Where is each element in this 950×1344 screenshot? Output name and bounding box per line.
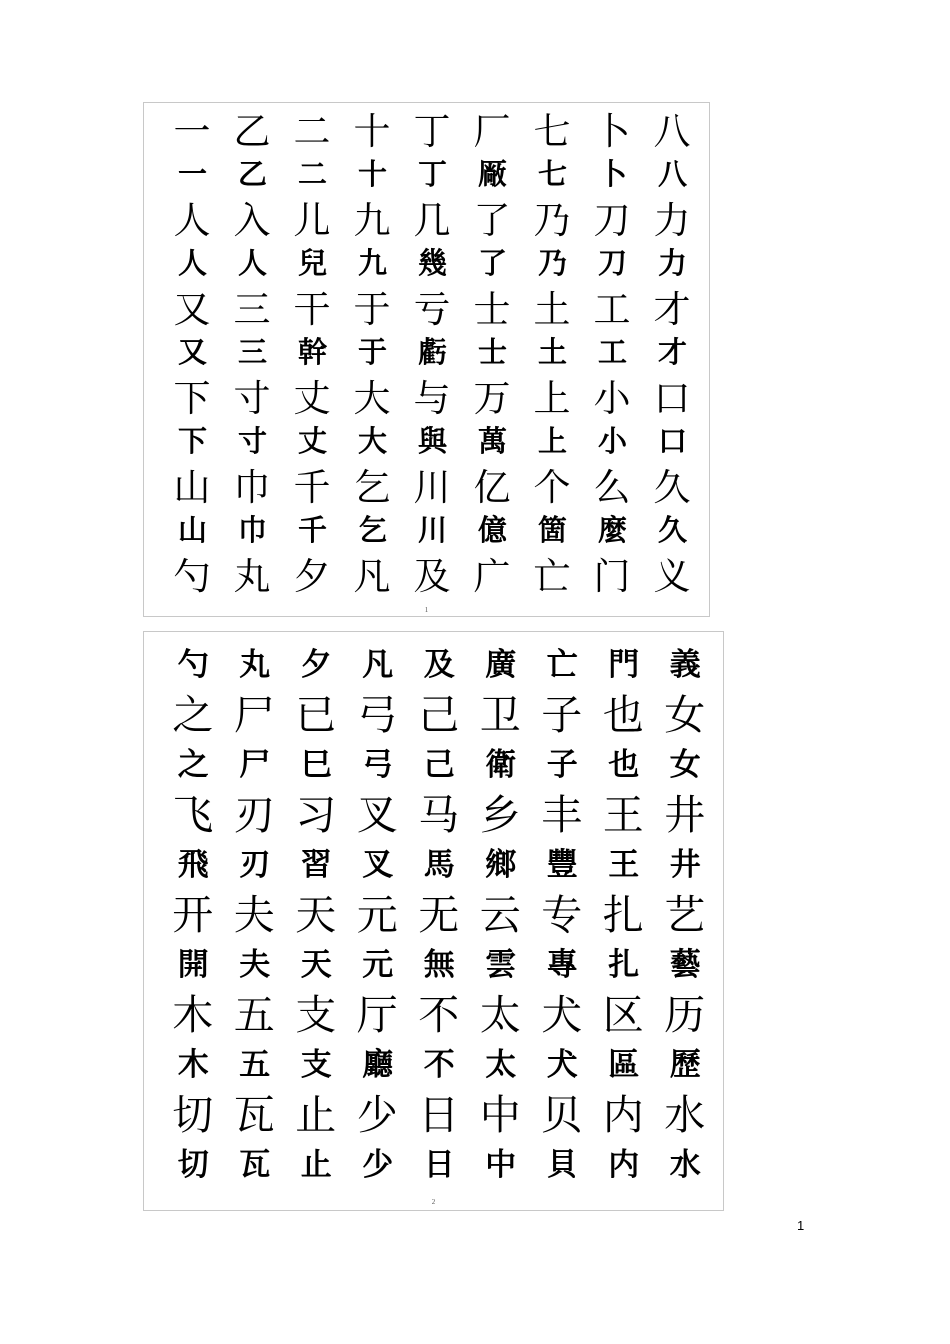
seal-character: 己 [423,746,454,783]
seal-character: 之 [177,746,208,783]
modern-character: 久 [653,466,691,509]
modern-character: 女 [664,690,706,739]
seal-character: 弓 [362,746,393,783]
seal-character: 水 [669,1146,700,1183]
modern-character: 个 [533,466,571,509]
modern-character-row [162,106,701,153]
seal-character: 八 [657,157,686,191]
modern-character: 及 [413,555,451,598]
modern-character: 大 [353,377,391,420]
modern-character: 么 [593,466,631,509]
seal-character: 貝 [546,1146,577,1183]
modern-character: 丸 [233,555,271,598]
modern-character: 己 [418,690,460,739]
seal-character: 又 [177,335,206,369]
seal-character: 幾 [417,246,446,280]
seal-character: 凡 [362,646,393,683]
modern-character: 夫 [233,890,275,939]
seal-script-row [162,417,701,462]
seal-character: 扎 [608,946,639,983]
modern-character: 亏 [413,288,451,331]
seal-character: 歷 [669,1046,700,1083]
seal-character: 工 [597,335,626,369]
modern-character: 一 [173,110,211,153]
modern-character: 勺 [173,555,211,598]
modern-character: 土 [533,288,571,331]
seal-character: 開 [177,946,208,983]
seal-character: 叉 [362,846,393,883]
modern-character: 川 [413,466,451,509]
modern-character-row [162,373,701,420]
panel-page-number: 2 [431,1198,436,1206]
seal-character: 口 [657,424,686,458]
seal-character: 刃 [239,846,270,883]
seal-character: 衛 [485,746,516,783]
modern-character: 巾 [233,466,271,509]
modern-character: 山 [173,466,211,509]
seal-character: 及 [423,646,454,683]
seal-script-row [162,836,715,886]
modern-character: 元 [356,890,398,939]
seal-character: 無 [423,946,454,983]
modern-character: 之 [172,690,214,739]
panel-page-number: 1 [424,606,429,614]
seal-character: 麼 [597,513,626,547]
seal-character: 萬 [477,424,506,458]
modern-character: 八 [653,110,691,153]
seal-character: 元 [362,946,393,983]
seal-character: 切 [177,1146,208,1183]
seal-character: 中 [485,1146,516,1183]
seal-character: 才 [657,335,686,369]
seal-character: 幹 [297,335,326,369]
seal-script-row [162,150,701,195]
modern-character: 子 [541,690,583,739]
modern-character: 九 [353,199,391,242]
modern-character: 七 [533,110,571,153]
modern-character: 乙 [233,110,271,153]
seal-character: 犬 [546,1046,577,1083]
seal-character: 太 [485,1046,516,1083]
modern-character: 又 [173,288,211,331]
modern-character: 弓 [356,690,398,739]
modern-character: 万 [473,377,511,420]
modern-character: 不 [418,990,460,1039]
seal-character: 于 [357,335,386,369]
modern-character: 几 [413,199,451,242]
modern-character: 与 [413,377,451,420]
modern-character: 犬 [541,990,583,1039]
seal-character: 義 [669,646,700,683]
seal-character: 木 [177,1046,208,1083]
modern-character: 下 [173,377,211,420]
seal-character: 兒 [297,246,326,280]
modern-character: 贝 [541,1090,583,1139]
modern-character-row [162,551,701,598]
seal-character: 巾 [237,513,266,547]
seal-character: 山 [177,513,206,547]
modern-character: 无 [418,890,460,939]
modern-character: 艺 [664,890,706,939]
seal-character: 豐 [546,846,577,883]
modern-character: 止 [295,1090,337,1139]
seal-character: 鄉 [485,846,516,883]
seal-character: 内 [608,1146,639,1183]
seal-character: 十 [357,157,386,191]
seal-character: 力 [657,246,686,280]
modern-character: 十 [353,110,391,153]
modern-character: 王 [602,790,644,839]
seal-character: 尸 [239,746,270,783]
character-grid [162,106,701,598]
seal-character: 止 [300,1146,331,1183]
modern-character: 扎 [602,890,644,939]
modern-character: 瓦 [233,1090,275,1139]
seal-character: 虧 [417,335,446,369]
seal-character: 厰 [477,157,506,191]
modern-character: 专 [541,890,583,939]
modern-character: 夕 [293,555,331,598]
seal-script-row [162,239,701,284]
seal-script-row [162,936,715,986]
modern-character-row [162,284,701,331]
modern-character: 入 [233,199,271,242]
modern-character: 卜 [593,110,631,153]
seal-character: 廳 [362,1046,393,1083]
seal-character: 夫 [239,946,270,983]
modern-character-row [162,886,715,939]
modern-character: 太 [479,990,521,1039]
seal-character: 七 [537,157,566,191]
seal-character: 勺 [177,646,208,683]
modern-character: 历 [664,990,706,1039]
modern-character: 干 [293,288,331,331]
modern-character: 丈 [293,377,331,420]
seal-character: 馬 [423,846,454,883]
modern-character: 士 [473,288,511,331]
seal-character: 乞 [357,513,386,547]
seal-character: 一 [177,157,206,191]
document-page-number: 1 [797,1218,805,1233]
seal-character: 井 [669,846,700,883]
modern-character: 人 [173,199,211,242]
modern-character: 马 [418,790,460,839]
modern-character: 力 [653,199,691,242]
seal-character: 女 [669,746,700,783]
modern-character-row [162,986,715,1039]
modern-character: 门 [593,555,631,598]
modern-character-row [162,1086,715,1139]
modern-character: 凡 [353,555,391,598]
seal-character: 與 [417,424,446,458]
seal-character: 了 [477,246,506,280]
modern-character: 中 [479,1090,521,1139]
modern-character: 区 [602,990,644,1039]
seal-character: 二 [297,157,326,191]
modern-character: 于 [353,288,391,331]
seal-character: 人 [237,246,266,280]
seal-character: 下 [177,424,206,458]
modern-character: 井 [664,790,706,839]
seal-character: 廣 [485,646,516,683]
seal-character: 丈 [297,424,326,458]
modern-character: 三 [233,288,271,331]
modern-character: 日 [418,1090,460,1139]
modern-character: 已 [295,690,337,739]
seal-script-row [162,1036,715,1086]
seal-character: 不 [423,1046,454,1083]
seal-character: 九 [357,246,386,280]
seal-character: 天 [300,946,331,983]
modern-character: 小 [593,377,631,420]
seal-character: 也 [608,746,639,783]
seal-character: 雲 [485,946,516,983]
modern-character: 水 [664,1090,706,1139]
modern-character-row [162,195,701,242]
modern-character: 了 [473,199,511,242]
modern-character: 刃 [233,790,275,839]
seal-script-row [162,736,715,786]
modern-character: 广 [473,555,511,598]
seal-script-row [162,328,701,373]
modern-character: 尸 [233,690,275,739]
modern-character: 才 [653,288,691,331]
modern-character: 二 [293,110,331,153]
modern-character: 口 [653,377,691,420]
modern-character: 千 [293,466,331,509]
seal-character: 千 [297,513,326,547]
seal-character: 門 [608,646,639,683]
seal-character: 箇 [537,513,566,547]
seal-character: 支 [300,1046,331,1083]
modern-character: 儿 [293,199,331,242]
modern-character: 木 [172,990,214,1039]
modern-character: 乃 [533,199,571,242]
character-grid [162,636,715,1186]
modern-character: 习 [295,790,337,839]
seal-character: 藝 [669,946,700,983]
modern-character: 厂 [473,110,511,153]
modern-character: 厅 [356,990,398,1039]
modern-character: 义 [653,555,691,598]
modern-character: 卫 [479,690,521,739]
seal-character: 上 [537,424,566,458]
modern-character: 云 [479,890,521,939]
seal-character: 區 [608,1046,639,1083]
seal-character: 人 [177,246,206,280]
modern-character: 亿 [473,466,511,509]
seal-script-row [162,636,715,686]
modern-character: 叉 [356,790,398,839]
seal-character: 川 [417,513,446,547]
modern-character: 天 [295,890,337,939]
modern-character: 乞 [353,466,391,509]
seal-script-row [162,1136,715,1186]
modern-character: 内 [602,1090,644,1139]
modern-character: 亡 [533,555,571,598]
modern-character-row [162,786,715,839]
modern-character: 也 [602,690,644,739]
seal-script-row [162,506,701,551]
modern-character: 工 [593,288,631,331]
seal-character: 飛 [177,846,208,883]
seal-character: 丸 [239,646,270,683]
seal-character: 少 [362,1146,393,1183]
seal-character: 王 [608,846,639,883]
seal-character: 習 [300,846,331,883]
seal-character: 日 [423,1146,454,1183]
modern-character-row [162,686,715,739]
seal-character: 巳 [300,746,331,783]
modern-character: 切 [172,1090,214,1139]
seal-character: 專 [546,946,577,983]
modern-character: 支 [295,990,337,1039]
seal-character: 夕 [300,646,331,683]
seal-character: 五 [239,1046,270,1083]
scan-panel-2 [143,631,724,1211]
seal-character: 亡 [546,646,577,683]
modern-character: 丁 [413,110,451,153]
modern-character: 飞 [172,790,214,839]
modern-character: 乡 [479,790,521,839]
modern-character: 丰 [541,790,583,839]
seal-character: 乙 [237,157,266,191]
seal-character: 瓦 [239,1146,270,1183]
modern-character: 上 [533,377,571,420]
seal-character: 三 [237,335,266,369]
seal-character: 寸 [237,424,266,458]
seal-character: 刀 [597,246,626,280]
modern-character: 少 [356,1090,398,1139]
seal-character: 卜 [597,157,626,191]
seal-character: 丁 [417,157,446,191]
modern-character-row [162,462,701,509]
modern-character: 五 [233,990,275,1039]
modern-character: 开 [172,890,214,939]
seal-character: 億 [477,513,506,547]
seal-character: 大 [357,424,386,458]
seal-character: 乃 [537,246,566,280]
modern-character: 寸 [233,377,271,420]
modern-character: 刀 [593,199,631,242]
seal-character: 久 [657,513,686,547]
seal-character: 小 [597,424,626,458]
scan-panel-1 [143,102,710,617]
seal-character: 士 [477,335,506,369]
seal-character: 土 [537,335,566,369]
seal-character: 子 [546,746,577,783]
